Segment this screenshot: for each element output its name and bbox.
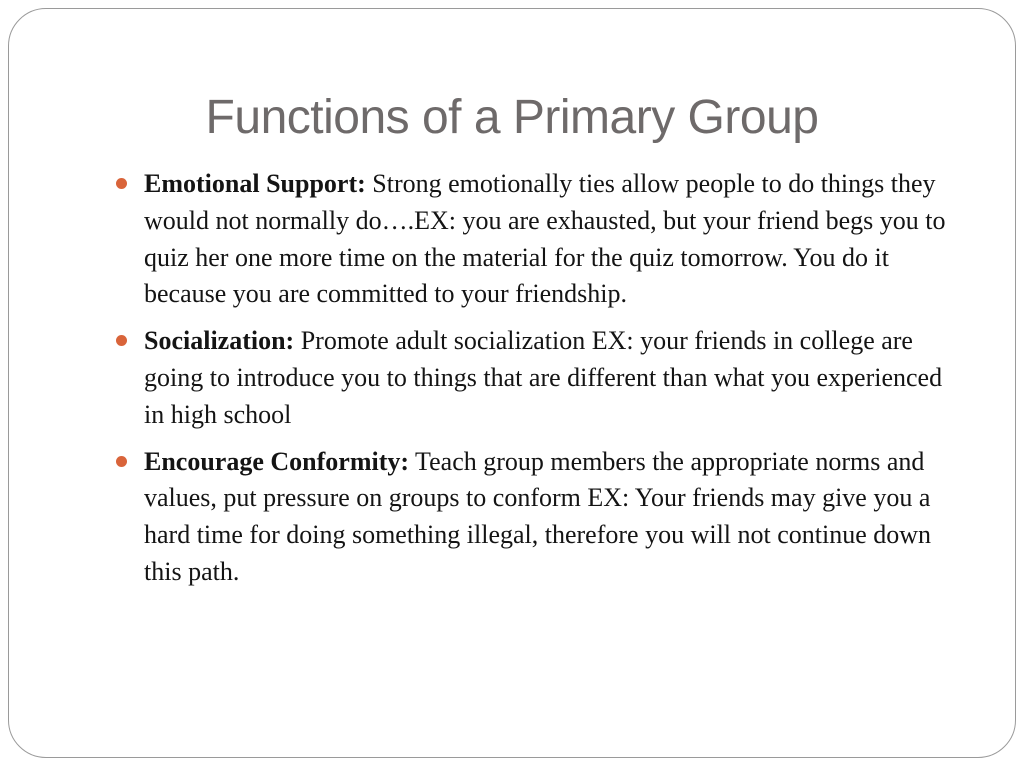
bullet-dot-icon [116,178,127,189]
bullet-text: Strong emotionally ties allow people to do things they would not normally do….EX: you are exhausted, but your friend begs you to quiz her one more time on the material for the quiz tomorrow. You do it because you are committed to your friendship. [144,169,946,309]
bullet-list [116,166,966,601]
bullet-term: Encourage Conformity: [144,446,410,476]
bullet-item-socialization [116,323,966,433]
bullet-term: Emotional Support: [144,169,366,198]
bullet-dot-icon [116,335,127,346]
slide-title: Functions of a Primary Group [205,91,819,144]
bullet-item-emotional-support [116,166,966,313]
bullet-term: Socialization: [144,326,295,356]
bullet-text: Promote adult socialization EX: your friends in college are going to introduce you to things that are different than what you experienced in high school [144,326,943,429]
bullet-dot-icon [116,456,127,467]
bullet-text: Teach group members the appropriate norms and values, put pressure on groups to conform EX: Your friends may give you a hard time for doing something illegal, therefore you will not continue down this path. [144,446,932,586]
bullet-item-encourage-conformity [116,444,966,591]
